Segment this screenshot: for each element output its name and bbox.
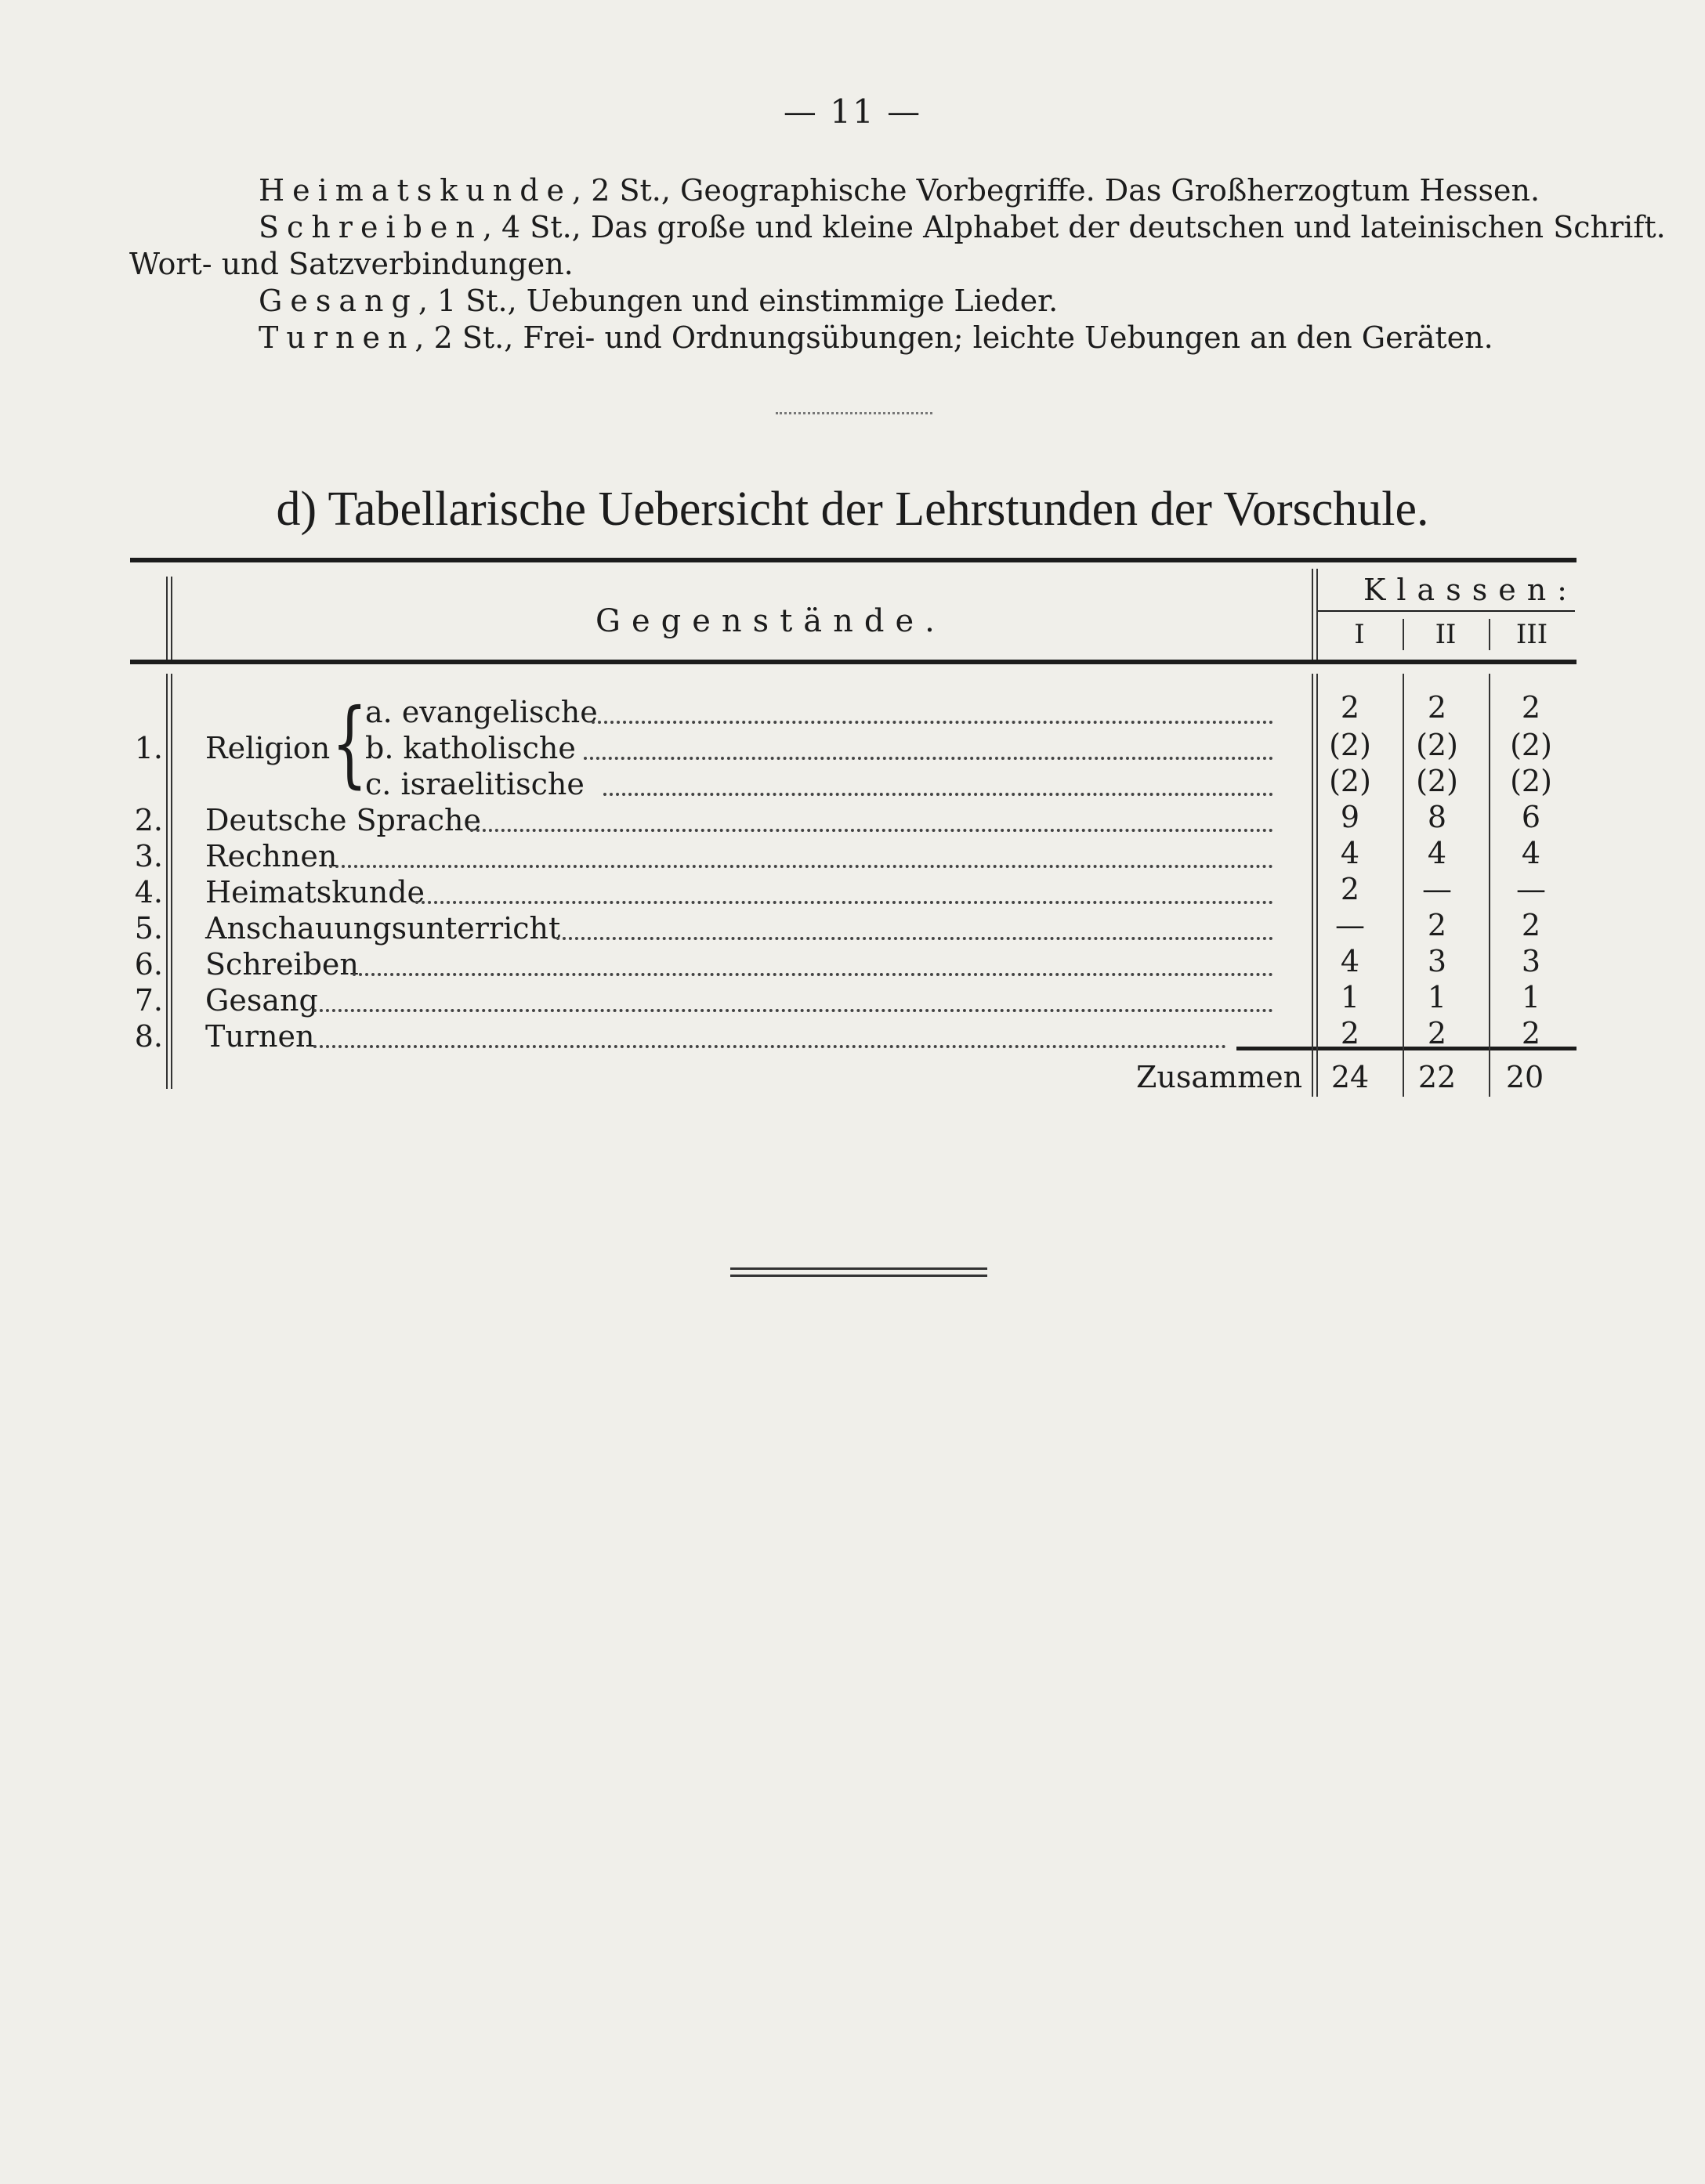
class-label-i: I — [1354, 619, 1365, 650]
value-cell: 4 — [1521, 836, 1541, 870]
leader-dots — [313, 1009, 1273, 1012]
intro-line-wortverbindungen — [129, 244, 574, 284]
row-label: Schreiben — [205, 947, 359, 982]
value-cell: 3 — [1521, 944, 1541, 978]
row-label: Turnen — [205, 1019, 315, 1054]
intro-subject: Gesang — [259, 284, 418, 318]
leader-dots — [556, 937, 1273, 940]
row-number: 2. — [134, 803, 163, 837]
vline — [1316, 569, 1318, 660]
row-label: Anschauungsunterricht — [205, 911, 561, 946]
vline — [171, 577, 172, 660]
vline — [166, 674, 168, 1089]
total-value: 22 — [1417, 1060, 1457, 1094]
religion-sub-label: a. evangelische — [365, 695, 598, 729]
value-cell: (2) — [1329, 764, 1371, 798]
value-cell: 9 — [1340, 800, 1360, 834]
value-cell: (2) — [1329, 728, 1371, 762]
vline — [1312, 569, 1313, 660]
table-top-rule — [130, 558, 1576, 562]
value-cell: 2 — [1340, 1016, 1360, 1050]
intro-text: , 4 St., Das große und kleine Alphabet der deutschen und lateinischen Schrift. — [482, 210, 1666, 244]
value-cell: 2 — [1427, 908, 1447, 942]
vline — [1489, 674, 1490, 1097]
value-cell: 2 — [1521, 1016, 1541, 1050]
value-cell: 4 — [1427, 836, 1447, 870]
intro-text: Wort- und Satzverbindungen. — [129, 247, 574, 281]
value-cell: (2) — [1416, 764, 1458, 798]
page-number: — 11 — — [783, 92, 922, 131]
intro-text: , 2 St., Geographische Vorbegriffe. Das Großherzogtum Hessen. — [572, 173, 1540, 208]
value-cell: 4 — [1340, 944, 1360, 978]
intro-line-schreiben — [259, 208, 1666, 247]
leader-dots — [353, 973, 1273, 976]
vline — [1489, 619, 1490, 650]
leader-dots — [584, 757, 1273, 760]
section-title: d) Tabellarische Uebersicht der Lehrstunden der Vorschule. — [276, 483, 1429, 536]
value-cell: 2 — [1427, 1016, 1447, 1050]
value-cell: — — [1516, 872, 1546, 906]
vline — [166, 577, 168, 660]
intro-line-turnen — [259, 318, 1493, 357]
value-cell: — — [1335, 908, 1365, 942]
row-label: Heimatskunde — [205, 875, 425, 909]
leader-dots — [313, 1045, 1226, 1048]
leader-dots — [592, 721, 1273, 724]
total-label: Zusammen — [1136, 1060, 1303, 1094]
row-number: 7. — [134, 983, 163, 1018]
intro-subject: Heimatskunde — [259, 173, 573, 208]
value-cell: 1 — [1427, 980, 1447, 1014]
subjects-header: Gegenstände. — [595, 603, 946, 639]
value-cell: (2) — [1416, 728, 1458, 762]
row-number: 4. — [134, 875, 163, 909]
section-divider — [776, 412, 932, 414]
value-cell: 2 — [1521, 908, 1541, 942]
vline — [171, 674, 172, 1089]
vline — [1403, 619, 1404, 650]
value-cell: 2 — [1340, 872, 1360, 906]
intro-line-heimatskunde — [259, 171, 1540, 210]
value-cell: 3 — [1427, 944, 1447, 978]
table-header-rule — [130, 660, 1576, 664]
brace-glyph: { — [331, 689, 368, 798]
class-label-ii: II — [1435, 619, 1457, 650]
row-label: Rechnen — [205, 839, 338, 873]
value-cell: 2 — [1340, 690, 1360, 725]
value-cell: (2) — [1510, 728, 1552, 762]
value-cell: 1 — [1340, 980, 1360, 1014]
value-cell: 1 — [1521, 980, 1541, 1014]
religion-label: Religion — [205, 731, 331, 765]
value-cell: 4 — [1340, 836, 1360, 870]
end-ornament — [730, 1267, 987, 1282]
total-value: 24 — [1330, 1060, 1370, 1094]
intro-text: , 2 St., Frei- und Ordnungsübungen; leichte Uebungen an den Geräten. — [414, 320, 1493, 355]
leader-dots — [470, 829, 1273, 832]
row-label: Gesang — [205, 983, 318, 1018]
value-cell: (2) — [1510, 764, 1552, 798]
row-number: 5. — [134, 911, 163, 946]
row-number: 8. — [134, 1019, 163, 1054]
leader-dots — [603, 793, 1273, 796]
leader-dots — [415, 901, 1273, 904]
classes-header: Klassen: — [1363, 573, 1578, 607]
intro-line-gesang — [259, 281, 1058, 320]
religion-sub-label: c. israelitische — [365, 767, 585, 801]
row-number: 1. — [134, 731, 163, 765]
intro-subject: Turnen — [259, 320, 415, 355]
value-cell: 6 — [1521, 800, 1541, 834]
total-value: 20 — [1505, 1060, 1544, 1094]
intro-text: , 1 St., Uebungen und einstimmige Lieder. — [418, 284, 1059, 318]
row-number: 6. — [134, 947, 163, 982]
row-label: Deutsche Sprache — [205, 803, 481, 837]
classes-header-rule — [1316, 610, 1575, 612]
religion-sub-label: b. katholische — [365, 731, 576, 765]
value-cell: — — [1422, 872, 1452, 906]
intro-subject: Schreiben — [259, 210, 483, 244]
value-cell: 2 — [1521, 690, 1541, 725]
leader-dots — [329, 865, 1273, 868]
row-number: 3. — [134, 839, 163, 873]
value-cell: 8 — [1427, 800, 1447, 834]
class-label-iii: III — [1515, 619, 1548, 650]
value-cell: 2 — [1427, 690, 1447, 725]
